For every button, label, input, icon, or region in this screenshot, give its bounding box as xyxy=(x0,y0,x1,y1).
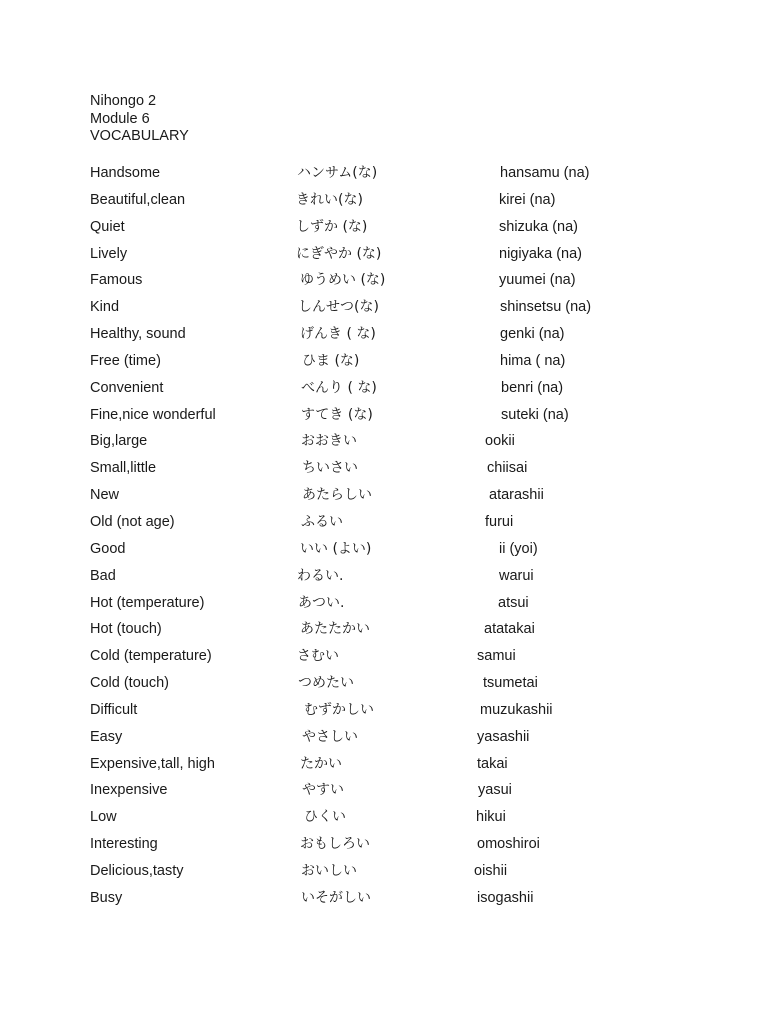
english-term: Busy xyxy=(90,889,123,906)
english-term: Hot (touch) xyxy=(90,621,162,638)
english-term: Difficult xyxy=(90,701,138,718)
romaji-term: yuumei (na) xyxy=(499,272,576,289)
japanese-term: ふるい xyxy=(301,513,343,530)
english-term: Big,large xyxy=(90,433,148,450)
section-title: VOCABULARY xyxy=(90,128,189,144)
japanese-term: さむい xyxy=(297,648,339,665)
vocab-row xyxy=(0,428,768,455)
japanese-term: にぎやか (な) xyxy=(296,245,382,262)
romaji-term: atarashii xyxy=(489,487,544,504)
vocabulary-list xyxy=(0,160,768,912)
document-header xyxy=(90,93,189,146)
japanese-term: むずかしい xyxy=(304,701,374,718)
vocab-row xyxy=(0,321,768,348)
japanese-term: ハンサム(な) xyxy=(297,165,378,181)
romaji-term: yasui xyxy=(478,782,512,799)
romaji-term: isogashii xyxy=(477,889,534,906)
english-term: Healthy, sound xyxy=(90,326,186,343)
japanese-term: たかい xyxy=(300,755,342,772)
english-term: Kind xyxy=(90,299,120,316)
vocab-row xyxy=(0,509,768,536)
vocab-row xyxy=(0,241,768,268)
english-term: Delicious,tasty xyxy=(90,862,184,879)
romaji-term: yasashii xyxy=(477,728,530,745)
english-term: Handsome xyxy=(90,165,161,181)
romaji-term: ii (yoi) xyxy=(499,540,538,557)
english-term: Inexpensive xyxy=(90,782,168,799)
japanese-term: ちいさい xyxy=(302,460,358,477)
japanese-term: しずか (な) xyxy=(296,218,368,235)
english-term: Low xyxy=(90,809,117,826)
vocab-row xyxy=(0,751,768,778)
vocab-row xyxy=(0,670,768,697)
english-term: Good xyxy=(90,540,126,557)
romaji-term: hansamu (na) xyxy=(500,165,590,181)
romaji-term: kirei (na) xyxy=(499,191,556,208)
japanese-term: あたらしい xyxy=(302,487,372,504)
vocab-row xyxy=(0,804,768,831)
english-term: Bad xyxy=(90,567,116,584)
romaji-term: furui xyxy=(485,513,514,530)
vocab-row xyxy=(0,885,768,912)
japanese-term: つめたい xyxy=(298,675,354,692)
romaji-term: oishii xyxy=(474,862,508,879)
english-term: Famous xyxy=(90,272,143,289)
vocab-row xyxy=(0,590,768,617)
romaji-term: nigiyaka (na) xyxy=(499,245,583,262)
vocab-row xyxy=(0,375,768,402)
english-term: Cold (temperature) xyxy=(90,648,212,665)
vocab-row xyxy=(0,643,768,670)
vocab-row xyxy=(0,187,768,214)
romaji-term: tsumetai xyxy=(483,675,538,692)
vocab-row xyxy=(0,697,768,724)
romaji-term: hikui xyxy=(476,809,506,826)
vocab-row xyxy=(0,536,768,563)
vocab-row xyxy=(0,455,768,482)
japanese-term: あつい. xyxy=(298,594,345,611)
course-title: Nihongo 2 xyxy=(90,93,157,109)
vocab-row xyxy=(0,482,768,509)
romaji-term: hima ( na) xyxy=(500,352,566,369)
vocab-row xyxy=(0,616,768,643)
japanese-term: おおきい xyxy=(301,433,357,450)
vocab-row xyxy=(0,214,768,241)
english-term: Small,little xyxy=(90,460,157,477)
romaji-term: shizuka (na) xyxy=(499,218,578,235)
vocab-row xyxy=(0,563,768,590)
english-term: Quiet xyxy=(90,218,125,235)
japanese-term: あたたかい xyxy=(300,621,370,638)
english-term: Free (time) xyxy=(90,352,161,369)
romaji-term: samui xyxy=(477,648,516,665)
romaji-term: muzukashii xyxy=(480,701,553,718)
japanese-term: やすい xyxy=(302,782,344,799)
vocab-row xyxy=(0,858,768,885)
japanese-term: やさしい xyxy=(302,728,358,745)
vocab-row xyxy=(0,267,768,294)
romaji-term: genki (na) xyxy=(500,326,565,343)
romaji-term: omoshiroi xyxy=(477,836,540,853)
vocab-row xyxy=(0,160,768,187)
romaji-term: takai xyxy=(477,755,508,772)
japanese-term: べんり ( な) xyxy=(301,379,377,396)
japanese-term: わるい. xyxy=(297,567,344,584)
romaji-term: suteki (na) xyxy=(501,406,569,423)
english-term: Old (not age) xyxy=(90,513,175,530)
japanese-term: いそがしい xyxy=(301,889,371,906)
english-term: Hot (temperature) xyxy=(90,594,205,611)
module-title: Module 6 xyxy=(90,110,150,127)
english-term: New xyxy=(90,487,120,504)
vocab-row xyxy=(0,348,768,375)
english-term: Cold (touch) xyxy=(90,675,169,692)
japanese-term: おいしい xyxy=(301,862,357,879)
vocab-row xyxy=(0,831,768,858)
romaji-term: warui xyxy=(499,567,534,584)
romaji-term: benri (na) xyxy=(501,379,564,396)
romaji-term: chiisai xyxy=(487,460,528,477)
japanese-term: きれい(な) xyxy=(296,191,363,208)
japanese-term: ゆうめい (な) xyxy=(300,272,386,289)
english-term: Beautiful,clean xyxy=(90,191,186,208)
english-term: Easy xyxy=(90,728,123,745)
japanese-term: ひくい xyxy=(304,809,346,826)
english-term: Interesting xyxy=(90,836,158,853)
japanese-term: げんき ( な) xyxy=(300,326,376,343)
japanese-term: ひま (な) xyxy=(302,352,360,369)
romaji-term: ookii xyxy=(485,433,515,450)
romaji-term: atsui xyxy=(498,594,529,611)
english-term: Fine,nice wonderful xyxy=(90,406,216,423)
japanese-term: いい (よい) xyxy=(300,540,372,557)
japanese-term: しんせつ(な) xyxy=(298,299,379,316)
vocab-row xyxy=(0,724,768,751)
vocab-row xyxy=(0,294,768,321)
romaji-term: shinsetsu (na) xyxy=(500,299,592,316)
english-term: Expensive,tall, high xyxy=(90,755,215,772)
vocab-row xyxy=(0,777,768,804)
japanese-term: おもしろい xyxy=(300,836,370,853)
romaji-term: atatakai xyxy=(484,621,535,638)
english-term: Lively xyxy=(90,245,128,262)
vocab-row xyxy=(0,402,768,429)
english-term: Convenient xyxy=(90,379,164,396)
japanese-term: すてき (な) xyxy=(301,406,373,423)
